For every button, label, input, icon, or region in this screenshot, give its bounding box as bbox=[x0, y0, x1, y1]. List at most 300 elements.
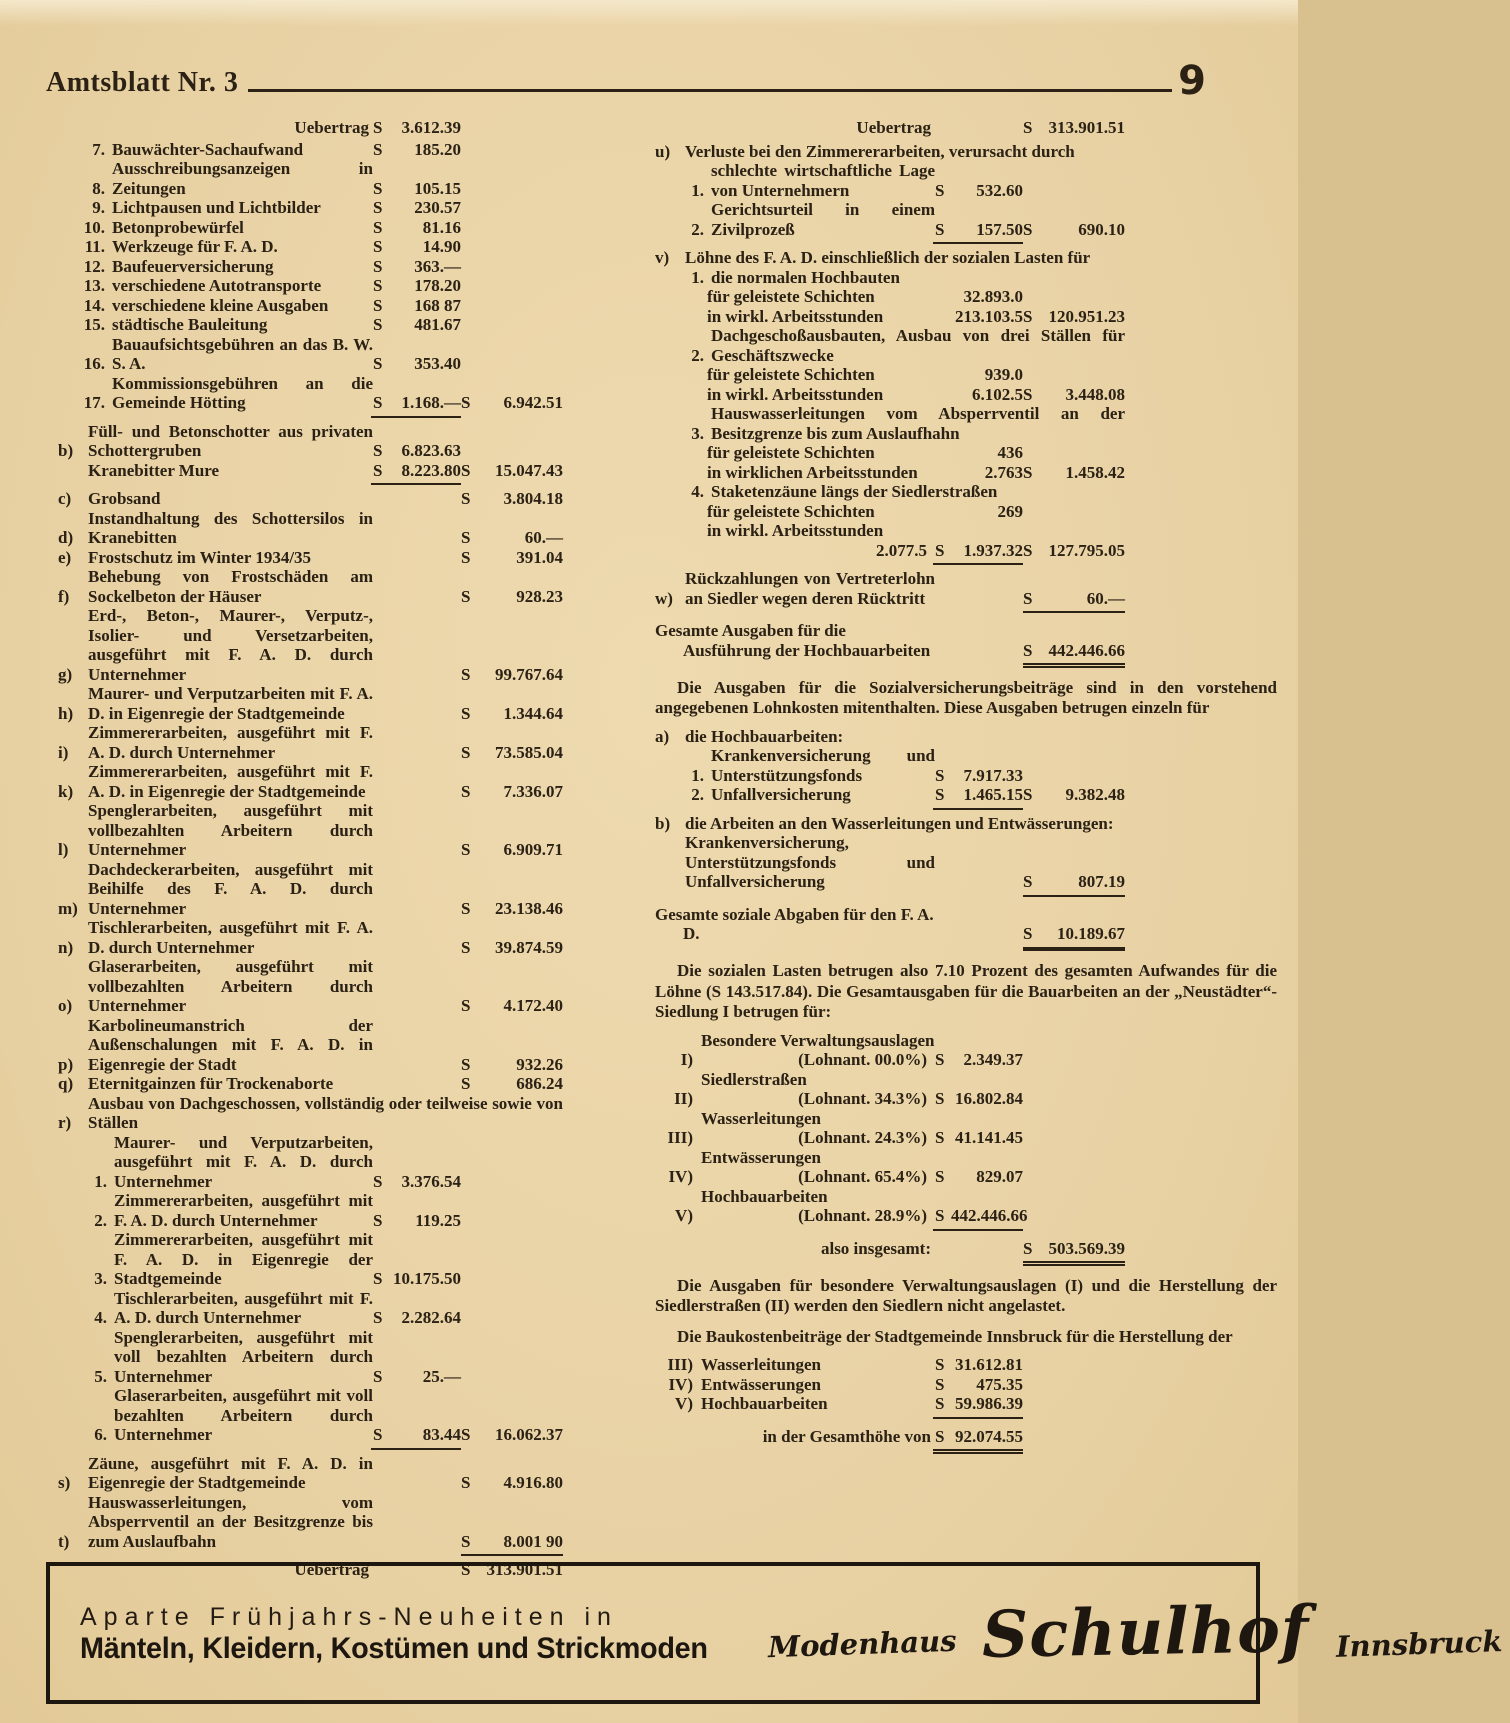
line-item bbox=[655, 1239, 1125, 1259]
item-label: t) bbox=[58, 1531, 70, 1551]
item-text bbox=[685, 814, 1125, 834]
item-text bbox=[707, 385, 935, 405]
quantity-value: 2.763 bbox=[984, 462, 1023, 482]
amount-inner: 3.612.39 bbox=[401, 118, 461, 137]
currency-symbol: S bbox=[373, 315, 383, 334]
item-text-content: Wasserleitungen bbox=[701, 1355, 821, 1374]
item-label: 9. bbox=[92, 198, 105, 217]
item-text-content: Wasserleitungen bbox=[701, 1108, 821, 1128]
item-text bbox=[88, 548, 373, 568]
amount-outer: 686.24 bbox=[516, 1074, 563, 1093]
item-text-content: Ausbau von Dachgeschossen, vollständig oder teilweise sowie von Ställen bbox=[88, 1093, 563, 1132]
item-text bbox=[88, 762, 373, 801]
item-label: III) bbox=[667, 1128, 693, 1147]
item-text bbox=[112, 159, 373, 198]
amount-inner: 442.446.66 bbox=[951, 1206, 1028, 1225]
item-text bbox=[711, 200, 935, 239]
item-text-content: Hochbauarbeiten bbox=[701, 1394, 828, 1413]
currency-symbol: S bbox=[461, 840, 471, 859]
currency-symbol: S bbox=[373, 393, 383, 412]
currency-symbol: S bbox=[935, 180, 945, 200]
item-label: m) bbox=[58, 898, 78, 918]
amount-inner: 25.— bbox=[422, 1366, 461, 1386]
line-item bbox=[58, 723, 563, 762]
item-text-content: Zimmererarbeiten, ausgeführt mit F. A. D. durch Unternehmer bbox=[114, 1191, 373, 1230]
item-text bbox=[655, 118, 935, 138]
currency-symbol: S bbox=[461, 547, 471, 567]
currency-symbol: S bbox=[1023, 785, 1033, 804]
item-text-content: Uebertrag bbox=[294, 118, 369, 137]
item-text-content: Entwässerungen bbox=[701, 1147, 821, 1167]
item-text-content: Besondere Verwaltungsauslagen bbox=[701, 1030, 935, 1050]
item-text bbox=[88, 1016, 373, 1075]
item-label: 1. bbox=[691, 765, 704, 785]
item-text-content: Verluste bei den Zimmererarbeiten, verursacht durch bbox=[685, 141, 1075, 161]
line-item bbox=[82, 257, 563, 277]
currency-symbol: S bbox=[461, 781, 471, 801]
currency-symbol: S bbox=[373, 1425, 383, 1444]
amount-outer: 442.446.66 bbox=[1048, 640, 1125, 660]
item-text bbox=[88, 422, 373, 461]
item-label: r) bbox=[58, 1113, 72, 1132]
amount-outer: 120.951.23 bbox=[1048, 306, 1125, 326]
amount-inner: 7.917.33 bbox=[963, 765, 1023, 785]
item-text-content: die normalen Hochbauten bbox=[711, 267, 900, 287]
line-item bbox=[82, 218, 563, 238]
amount-outer: 9.382.48 bbox=[1065, 785, 1125, 804]
item-label: 8. bbox=[92, 178, 105, 198]
currency-symbol: S bbox=[1023, 118, 1033, 137]
line-item bbox=[655, 248, 1125, 268]
line-item bbox=[655, 1427, 1125, 1447]
item-label: 3. bbox=[691, 423, 704, 443]
amount-outer: 4.172.40 bbox=[503, 996, 563, 1015]
amount-inner: 2.282.64 bbox=[401, 1308, 461, 1327]
amount-outer: 4.916.80 bbox=[503, 1473, 563, 1492]
currency-symbol: S bbox=[935, 1206, 945, 1225]
item-text-content: Krankenversicherung, Unterstützungsfonds und Unfallversicherung bbox=[685, 833, 935, 891]
currency-symbol: S bbox=[461, 1560, 471, 1579]
line-item bbox=[82, 140, 563, 160]
line-item bbox=[707, 287, 1125, 307]
amount-inner: 81.16 bbox=[422, 217, 461, 237]
item-text bbox=[114, 1133, 373, 1192]
item-text bbox=[112, 296, 373, 316]
brand-prefix: Modenhaus bbox=[767, 1623, 957, 1665]
ad-subheadline: Mänteln, Kleidern, Kostümen und Strickmoden bbox=[80, 1632, 708, 1665]
item-label: 1. bbox=[691, 180, 704, 200]
item-label: p) bbox=[58, 1054, 74, 1074]
ad-brand-block bbox=[767, 1592, 1510, 1673]
item-label: 11. bbox=[84, 237, 105, 256]
currency-symbol: S bbox=[373, 237, 383, 256]
amount-inner: 1.937.32 bbox=[963, 540, 1023, 560]
item-text-content: für geleistete Schichten bbox=[707, 365, 875, 384]
sum-rule bbox=[933, 563, 1023, 565]
item-label: b) bbox=[58, 441, 74, 460]
item-label: i) bbox=[58, 742, 69, 762]
paragraph: Die Ausgaben für besondere Verwaltungsauslagen (I) und die Herstellung der Siedlerstraßen (II) werden den Siedlern nicht angelastet. bbox=[655, 1275, 1277, 1315]
line-item bbox=[84, 1289, 563, 1328]
item-label: II) bbox=[674, 1089, 693, 1108]
item-text bbox=[88, 1094, 563, 1133]
line-item bbox=[58, 509, 563, 548]
item-text bbox=[711, 785, 935, 805]
item-text-content: Tischlerarbeiten, ausgeführt mit F. A. D. durch Unternehmer bbox=[88, 918, 373, 957]
amount-outer: 1.458.42 bbox=[1065, 462, 1125, 482]
item-text bbox=[701, 1031, 935, 1070]
amount-outer: 690.10 bbox=[1078, 219, 1125, 239]
line-item bbox=[707, 365, 1125, 385]
line-item bbox=[58, 489, 563, 509]
currency-symbol: S bbox=[935, 540, 945, 560]
item-text-content: Tischlerarbeiten, ausgeführt mit F. A. D. durch Unternehmer bbox=[114, 1288, 373, 1327]
item-label: V) bbox=[675, 1206, 693, 1225]
sum-rule bbox=[1023, 611, 1125, 613]
amount-outer: 932.26 bbox=[516, 1054, 563, 1074]
currency-symbol: S bbox=[373, 1210, 383, 1230]
line-item bbox=[655, 1375, 1125, 1395]
item-text-content: Löhne des F. A. D. einschließlich der sozialen Lasten für bbox=[685, 248, 1091, 267]
line-item bbox=[58, 548, 563, 568]
currency-symbol: S bbox=[1023, 306, 1033, 326]
currency-symbol: S bbox=[935, 1355, 945, 1374]
currency-symbol: S bbox=[373, 178, 383, 198]
item-label: 3. bbox=[94, 1269, 107, 1288]
item-text-content: Krankenversicherung und Unterstützungsfonds bbox=[711, 746, 935, 785]
item-text bbox=[88, 567, 373, 606]
line-item bbox=[681, 200, 1125, 239]
item-label: 6. bbox=[94, 1425, 107, 1444]
item-text-content: Gerichtsurteil in einem Zivilprozeß bbox=[711, 200, 935, 239]
line-item bbox=[707, 307, 1125, 327]
amount-outer: 928.23 bbox=[516, 586, 563, 606]
line-item bbox=[707, 521, 1125, 560]
amount-outer: 391.04 bbox=[516, 547, 563, 567]
item-text-content: Frostschutz im Winter 1934/35 bbox=[88, 547, 312, 567]
item-text bbox=[88, 509, 373, 548]
line-item bbox=[82, 198, 563, 218]
amount-inner: 2.349.37 bbox=[963, 1050, 1023, 1069]
line-item bbox=[88, 461, 563, 481]
line-item bbox=[84, 1191, 563, 1230]
item-text bbox=[711, 268, 1125, 288]
item-text bbox=[114, 1386, 373, 1445]
item-text bbox=[685, 248, 1125, 268]
item-text bbox=[88, 957, 373, 1016]
item-text-content: für geleistete Schichten bbox=[707, 443, 875, 462]
line-item bbox=[655, 1031, 1125, 1070]
currency-symbol: S bbox=[1023, 540, 1033, 560]
item-text-content: Spenglerarbeiten, ausgeführt mit vollbezahlten Arbeitern durch Unternehmer bbox=[88, 801, 373, 859]
item-text bbox=[707, 521, 935, 560]
line-item bbox=[655, 1187, 1125, 1226]
currency-symbol: S bbox=[461, 1074, 471, 1093]
currency-symbol: S bbox=[935, 1394, 945, 1413]
item-text-content: Erd-, Beton-, Maurer-, Verputz-, Isolier- und Versetzarbeiten, ausgeführt mit F. A. D. durch Unternehmer bbox=[88, 606, 373, 684]
item-text-content: Betonprobewürfel bbox=[112, 217, 244, 237]
item-label: b) bbox=[655, 813, 671, 833]
item-text bbox=[711, 404, 1125, 443]
amount-inner: 14.90 bbox=[422, 237, 461, 256]
item-text-right: (Lohnant. 24.3%) bbox=[798, 1128, 927, 1147]
item-text bbox=[655, 905, 935, 944]
amount-outer: 6.909.71 bbox=[503, 840, 563, 859]
amount-outer: 60.— bbox=[524, 528, 563, 547]
item-text-content: in wirkl. Arbeitsstunden bbox=[707, 306, 884, 326]
item-text-content: die Arbeiten an den Wasserleitungen und Entwässerungen: bbox=[685, 813, 1114, 833]
item-text-content: Maurer- und Verputzarbeiten mit F. A. D. in Eigenregie der Stadtgemeinde bbox=[88, 684, 373, 723]
amount-outer: 807.19 bbox=[1078, 872, 1125, 891]
item-text bbox=[707, 463, 935, 483]
paragraph: Die sozialen Lasten betrugen also 7.10 Prozent des gesamten Aufwandes für die Löhne (S 143.517.84). Die Gesamtausgaben für die Bauarbeiten an der „Neustädter“-Siedlung I betrugen für: bbox=[655, 961, 1277, 1021]
item-label: 14. bbox=[83, 295, 105, 315]
item-text bbox=[707, 443, 935, 463]
line-item bbox=[681, 482, 1125, 502]
paragraph: Die Ausgaben für die Sozialversicherungsbeiträge sind in den vorstehend angegebenen Lohnkosten mitenthalten. Diese Ausgaben betrugen einzeln für bbox=[655, 677, 1277, 717]
amount-outer: 60.— bbox=[1086, 588, 1125, 608]
amount-inner: 481.67 bbox=[414, 315, 461, 334]
line-item bbox=[58, 422, 563, 461]
line-item bbox=[58, 918, 563, 957]
masthead-title: Amtsblatt Nr. 3 bbox=[46, 67, 239, 98]
item-text-content: Uebertrag bbox=[856, 118, 931, 137]
item-text-content: Dachgeschoßausbauten, Ausbau von drei Ställen für Geschäftszwecke bbox=[711, 326, 1125, 365]
item-text-right: 2.077.5 bbox=[876, 540, 927, 560]
line-item bbox=[82, 374, 563, 413]
sum-rule bbox=[1023, 663, 1125, 668]
item-label: c) bbox=[58, 489, 72, 508]
amount-inner: 10.175.50 bbox=[393, 1269, 461, 1288]
amount-inner: 3.376.54 bbox=[401, 1171, 461, 1191]
item-text bbox=[88, 461, 373, 481]
amount-inner: 83.44 bbox=[422, 1425, 461, 1444]
item-label: 1. bbox=[94, 1171, 107, 1191]
paragraph: Die Baukostenbeiträge der Stadtgemeinde Innsbruck für die Herstellung der bbox=[677, 1326, 1233, 1346]
amount-inner: 6.823.63 bbox=[401, 441, 461, 460]
currency-symbol: S bbox=[935, 219, 945, 239]
line-item bbox=[82, 237, 563, 257]
item-text bbox=[112, 198, 373, 218]
line-item bbox=[655, 569, 1125, 608]
item-text bbox=[112, 276, 373, 296]
line-item bbox=[655, 814, 1125, 834]
amount-inner: 353.40 bbox=[414, 354, 461, 373]
quantity-value: 269 bbox=[997, 501, 1023, 521]
currency-symbol: S bbox=[461, 1425, 471, 1444]
currency-symbol: S bbox=[461, 1531, 471, 1551]
item-text bbox=[701, 1355, 935, 1375]
currency-symbol: S bbox=[373, 217, 383, 237]
sum-rule bbox=[1023, 895, 1125, 897]
currency-symbol: S bbox=[373, 1269, 383, 1288]
item-text bbox=[88, 918, 373, 957]
item-text bbox=[701, 1109, 935, 1148]
item-text-content: verschiedene Autotransporte bbox=[112, 276, 322, 295]
item-text-right: (Lohnant. 65.4%) bbox=[798, 1167, 927, 1186]
item-text-content: Hauswasserleitungen, vom Absperrventil an der Besitzgrenze bis zum Auslaufbahn bbox=[88, 1492, 373, 1551]
amount-outer: 8.001 90 bbox=[503, 1531, 563, 1551]
item-text-content: Ausschreibungsanzeigen in Zeitungen bbox=[112, 159, 373, 198]
item-text bbox=[88, 860, 373, 919]
header-rule bbox=[248, 89, 1172, 92]
currency-symbol: S bbox=[461, 393, 471, 412]
item-text-content: städtische Bauleitung bbox=[112, 315, 268, 334]
item-label: s) bbox=[58, 1473, 71, 1492]
line-item bbox=[655, 1148, 1125, 1187]
quantity-value: 939.0 bbox=[984, 365, 1023, 384]
item-label: 17. bbox=[83, 393, 105, 412]
item-label: 4. bbox=[94, 1308, 107, 1327]
currency-symbol: S bbox=[373, 139, 383, 159]
item-text-content: Bauaufsichtsgebühren an das B. W. S. A. bbox=[112, 334, 373, 373]
amount-outer: 73.585.04 bbox=[495, 742, 563, 762]
currency-symbol: S bbox=[935, 1167, 945, 1186]
item-text-content: Grobsand bbox=[88, 489, 161, 508]
currency-symbol: S bbox=[1023, 219, 1033, 239]
currency-symbol: S bbox=[373, 441, 383, 460]
line-item bbox=[58, 1493, 563, 1552]
line-item bbox=[685, 833, 1125, 892]
item-text-content: in wirkl. Arbeitsstunden bbox=[707, 521, 884, 540]
item-text bbox=[88, 801, 373, 860]
line-item bbox=[58, 801, 563, 860]
item-text bbox=[707, 287, 935, 307]
currency-symbol: S bbox=[461, 937, 471, 957]
line-item bbox=[58, 860, 563, 919]
currency-symbol: S bbox=[935, 1374, 945, 1394]
item-text bbox=[685, 569, 935, 608]
item-text bbox=[88, 684, 373, 723]
item-text-content: Baufeuerversicherung bbox=[112, 256, 274, 276]
currency-symbol: S bbox=[373, 295, 383, 315]
amount-inner: 41.141.45 bbox=[955, 1128, 1023, 1147]
currency-symbol: S bbox=[1023, 462, 1033, 482]
item-text-right: (Lohnant. 28.9%) bbox=[798, 1206, 927, 1225]
line-item bbox=[681, 785, 1125, 805]
item-text-content: für geleistete Schichten bbox=[707, 501, 875, 521]
line-item bbox=[681, 161, 1125, 200]
sum-rule bbox=[933, 808, 1023, 810]
amount-outer: 10.189.67 bbox=[1057, 924, 1125, 943]
item-text-content: schlechte wirtschaftliche Lage von Unternehmern bbox=[711, 161, 935, 200]
item-text-content: für geleistete Schichten bbox=[707, 287, 875, 306]
amount-inner: 31.612.81 bbox=[955, 1355, 1023, 1374]
item-label: l) bbox=[58, 840, 69, 859]
currency-symbol: S bbox=[461, 664, 471, 684]
line-item bbox=[655, 1355, 1125, 1375]
item-text-content: Hochbauarbeiten bbox=[701, 1186, 828, 1206]
ledger-block bbox=[655, 1355, 1125, 1454]
amount-inner: 157.50 bbox=[976, 219, 1023, 239]
currency-symbol: S bbox=[373, 1308, 383, 1327]
amount-inner: 363.— bbox=[414, 256, 461, 276]
line-item bbox=[681, 746, 1125, 785]
item-text-content: verschiedene kleine Ausgaben bbox=[112, 295, 329, 315]
currency-symbol: S bbox=[935, 785, 945, 804]
brand-city: Innsbruck bbox=[1335, 1624, 1503, 1664]
item-label: h) bbox=[58, 703, 74, 723]
amount-outer: 127.795.05 bbox=[1048, 540, 1125, 560]
item-label: f) bbox=[58, 586, 70, 606]
item-label: v) bbox=[655, 248, 670, 267]
line-item bbox=[58, 762, 563, 801]
item-label: 13. bbox=[83, 276, 105, 295]
item-text-content: Unfallversicherung bbox=[711, 785, 851, 804]
currency-symbol: S bbox=[935, 1050, 945, 1069]
item-text bbox=[112, 237, 373, 257]
line-item bbox=[655, 905, 1125, 944]
item-text-content: Eternitgainzen für Trockenaborte bbox=[88, 1074, 334, 1093]
amount-inner: 16.802.84 bbox=[955, 1089, 1023, 1108]
item-text-content: Bauwächter-Sachaufwand bbox=[112, 139, 304, 159]
item-text-content: Dachdeckerarbeiten, ausgeführt mit Beihilfe des F. A. D. durch Unternehmer bbox=[88, 859, 373, 918]
item-text bbox=[88, 606, 373, 684]
item-text-content: also insgesamt: bbox=[820, 1238, 931, 1258]
sum-rule bbox=[371, 483, 461, 485]
item-label: 15. bbox=[83, 315, 105, 334]
amount-outer: 23.138.46 bbox=[495, 898, 563, 918]
item-text bbox=[685, 142, 1125, 162]
line-item bbox=[58, 1074, 563, 1094]
item-text-content: Entwässerungen bbox=[701, 1374, 821, 1394]
amount-inner: 59.986.39 bbox=[955, 1394, 1023, 1413]
item-text-content: in wirkl. Arbeitsstunden bbox=[707, 384, 884, 404]
item-text bbox=[701, 1394, 935, 1414]
currency-symbol: S bbox=[461, 586, 471, 606]
line-item bbox=[58, 957, 563, 1016]
quantity-value: 436 bbox=[997, 443, 1023, 462]
item-label: 2. bbox=[691, 785, 704, 804]
amount-inner: 475.35 bbox=[976, 1374, 1023, 1394]
item-text-content: Füll- und Betonschotter aus privaten Schottergruben bbox=[88, 421, 373, 460]
item-text-content: Instandhaltung des Schottersilos in Kranebitten bbox=[88, 508, 373, 547]
line-item bbox=[58, 606, 563, 684]
brand-name: Schulhof bbox=[981, 1592, 1311, 1673]
item-text bbox=[114, 1289, 373, 1328]
line-item bbox=[58, 118, 563, 138]
currency-symbol: S bbox=[461, 1054, 471, 1074]
item-text bbox=[88, 489, 373, 509]
item-text bbox=[112, 218, 373, 238]
item-label: 2. bbox=[691, 345, 704, 365]
amount-inner: 1.465.15 bbox=[963, 785, 1023, 804]
item-text bbox=[701, 1070, 935, 1109]
currency-symbol: S bbox=[935, 1426, 945, 1446]
line-item bbox=[82, 276, 563, 296]
ledger-block bbox=[655, 1031, 1125, 1266]
amount-inner: 230.57 bbox=[414, 198, 461, 217]
item-text bbox=[711, 482, 1125, 502]
currency-symbol: S bbox=[373, 354, 383, 373]
item-text bbox=[88, 1493, 373, 1552]
item-label: III) bbox=[667, 1355, 693, 1374]
line-item bbox=[58, 1016, 563, 1075]
line-item bbox=[707, 502, 1125, 522]
ledger-block bbox=[655, 727, 1125, 952]
currency-symbol: S bbox=[373, 276, 383, 295]
line-item bbox=[58, 684, 563, 723]
item-text bbox=[711, 746, 935, 785]
currency-symbol: S bbox=[1023, 384, 1033, 404]
item-label: 4. bbox=[691, 482, 704, 501]
ad-headline: Aparte Frühjahrs-Neuheiten in bbox=[80, 1602, 618, 1631]
item-text-content: Karbolineumanstrich der Außenschalungen mit F. A. D. in Eigenregie der Stadt bbox=[88, 1015, 373, 1074]
amount-outer: 16.062.37 bbox=[495, 1425, 563, 1444]
item-text-content: Uebertrag bbox=[294, 1560, 369, 1579]
currency-symbol: S bbox=[935, 1128, 945, 1147]
amount-outer: 3.804.18 bbox=[503, 489, 563, 508]
